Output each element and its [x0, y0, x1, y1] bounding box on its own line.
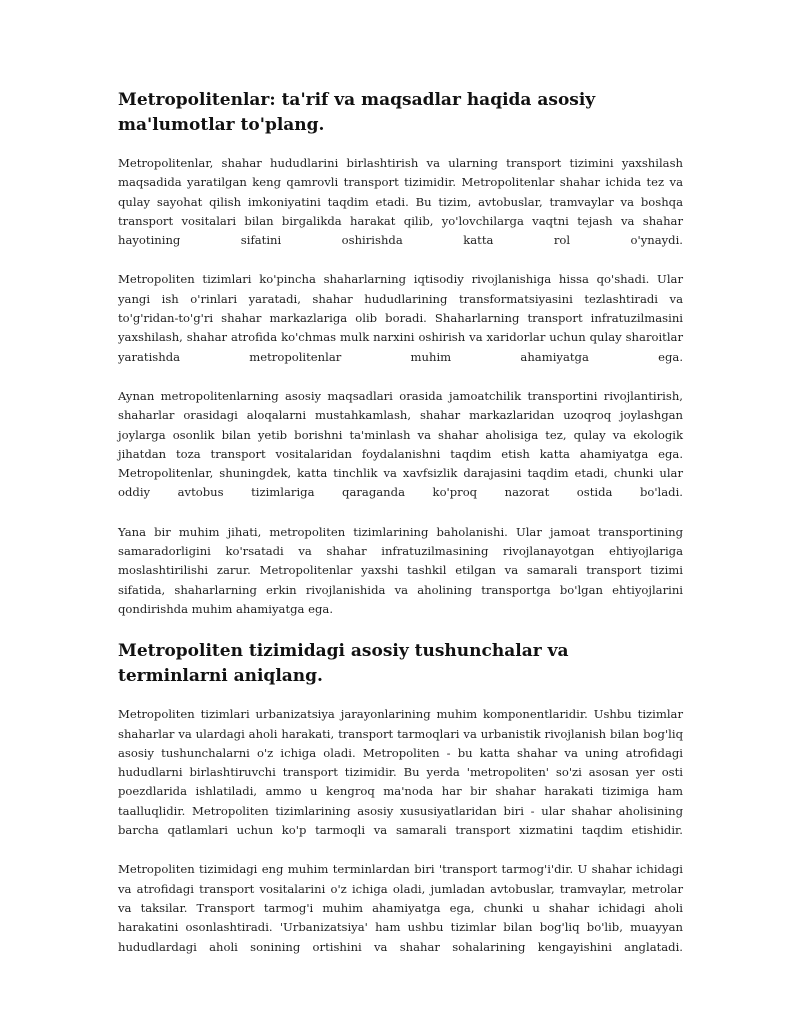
section-2-heading: Metropoliten tizimidagi asosiy tushunchalar va terminlarni aniqlang.: [118, 641, 569, 687]
section-1-paragraph-1: Metropolitenlar, shahar hududlarini birlashtirish va ularning transport tizimini yaxshilash maqsadida yaratilgan keng qamrovli transport tizimidir. Metropolitenlar shahar ichida tez va qulay sayohat qilish imkoniyatini taqdim etadi. Bu tizim, avtobuslar, tramvaylar va boshqa transport vositalari bilan birgalikda harakat qilib, yo'lovchilarga vaqtni tejash va shahar hayotining sifatini oshirishda katta rol o'ynaydi.: [118, 156, 683, 248]
document-page: [118, 88, 683, 977]
section-1-paragraph-2: Metropoliten tizimlari ko'pincha shaharlarning iqtisodiy rivojlanishiga hissa qo'shadi. Ular yangi ish o'rinlari yaratadi, shahar hududlarining transformatsiyasini tezlashtiradi va to'g'ridan-to'g'ri shahar markazlariga olib boradi. Shaharlarning transport infratuzilmasini yaxshilash, shahar atrofida ko'chmas mulk narxini oshirish va xaridorlar uchun qulay sharoitlar yaratishda metropolitenlar muhim ahamiyatga ega.: [118, 272, 683, 364]
section-1-heading: Metropolitenlar: ta'rif va maqsadlar haqida asosiy ma'lumotlar to'plang.: [118, 90, 596, 135]
section-2-paragraph-1: Metropoliten tizimlari urbanizatsiya jarayonlarining muhim komponentlaridir. Ushbu tizimlar shaharlar va ulardagi aholi harakati, transport tarmoqlari va urbanistik rivojlanish bilan bog'liq asosiy tushunchalarni o'z ichiga oladi. Metropoliten - bu katta shahar va uning atrofidagi hududlarni birlashtiruvchi transport tizimidir. Bu yerda 'metropoliten' so'zi asosan yer osti poezdlarida ishlatiladi, ammo u kengroq ma'noda har bir shahar harakati tizimiga ham taalluqlidir. Metropoliten tizimlarining asosiy xususiyatlaridan biri - ular shahar aholisining barcha qatlamlari uchun ko'p tarmoqli va samarali transport xizmatini taqdim etishidir.: [118, 707, 683, 838]
section-1-paragraph-4: Yana bir muhim jihati, metropoliten tizimlarining baholanishi. Ular jamoat transportining samaradorligini ko'rsatadi va shahar infratuzilmasining rivojlanayotgan ehtiyojlariga moslashtirilishi zarur. Metropolitenlar yaxshi tashkil etilgan va samarali transport tizimi sifatida, shaharlarning erkin rivojlanishida va aholining transportga bo'lgan ehtiyojlarini qondirishda muhim ahamiyatga ega.: [118, 524, 683, 616]
section-1-paragraph-3: Aynan metropolitenlarning asosiy maqsadlari orasida jamoatchilik transportini rivojlantirish, shaharlar orasidagi aloqalarni mustahkamlash, shahar markazlaridan uzoqroq joylashgan joylarga osonlik bilan yetib borishni ta'minlash va shahar aholisiga tez, qulay va ekologik jihatdan toza transport vositalaridan foydalanishni taqdim etish katta ahamiyatga ega. Metropolitenlar, shuningdek, katta tinchlik va xavfsizlik darajasini taqdim etadi, chunki ular oddiy avtobus tizimlariga qaraganda ko'proq nazorat ostida bo'ladi.: [118, 388, 683, 500]
section-2-paragraph-2: Metropoliten tizimidagi eng muhim terminlardan biri 'transport tarmog'i'dir. U shahar ichidagi va atrofidagi transport vositalarini o'z ichiga oladi, jumladan avtobuslar, tramvaylar, metrolar va taksilar. Transport tarmog'i muhim ahamiyatga ega, chunki u shahar ichidagi aholi harakatini osonlashtiradi. 'Urbanizatsiya' ham ushbu tizimlar bilan bog'liq bo'lib, muayyan hududlardagi aholi sonining ortishini va shahar sohalarining kengayishini anglatadi.: [118, 862, 683, 954]
